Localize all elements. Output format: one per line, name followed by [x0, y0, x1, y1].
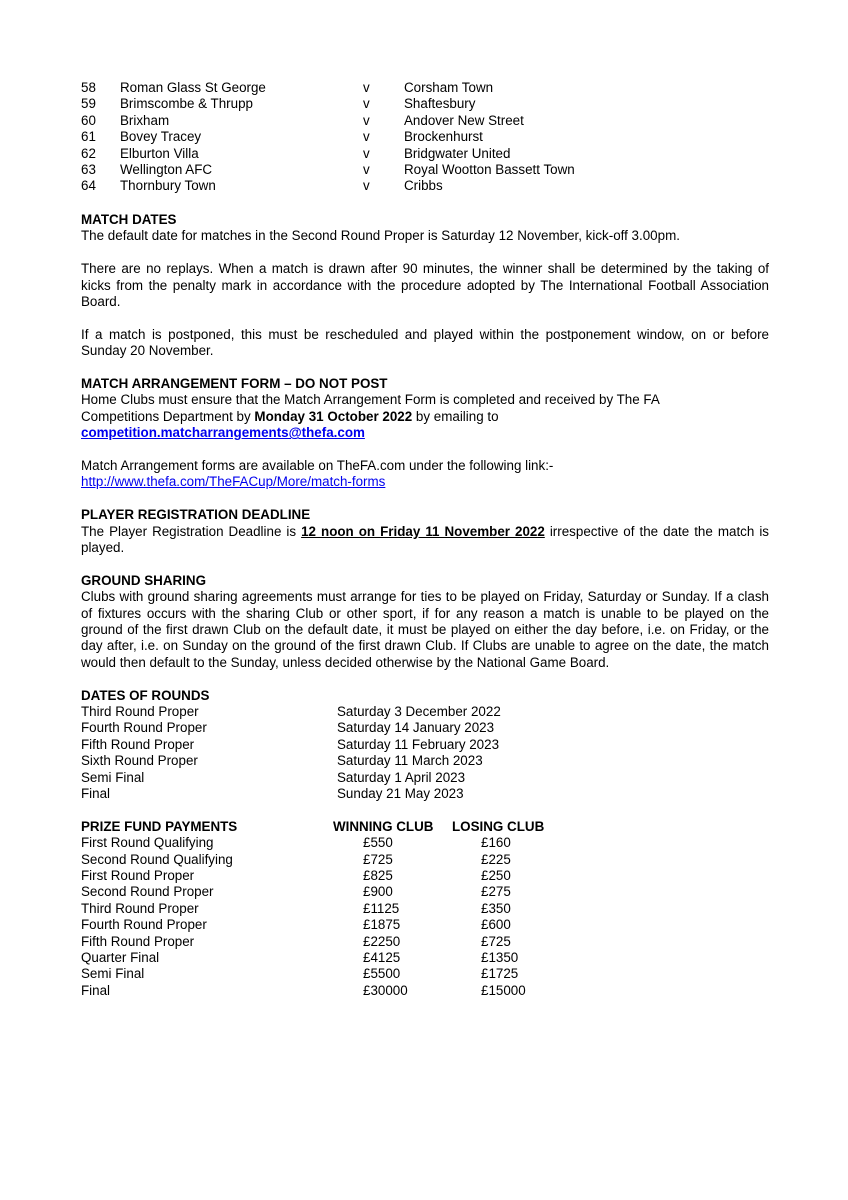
prize-winning-amount: £30000 [363, 982, 408, 998]
prize-row [81, 983, 769, 999]
prize-winning-amount: £825 [363, 867, 393, 883]
player-registration-pre: The Player Registration Deadline is [81, 523, 302, 539]
fixture-versus: v [363, 96, 370, 112]
fixture-away-team: Shaftesbury [404, 96, 476, 112]
player-registration-heading: PLAYER REGISTRATION DEADLINE [81, 507, 311, 523]
player-registration-post: irrespective of the date the match is played. [81, 523, 769, 556]
match-arrangement-line1: Home Clubs must ensure that the Match Arrangement Form is completed and received by The FA [81, 392, 660, 408]
round-name: Fourth Round Proper [81, 720, 207, 736]
ground-sharing-heading: GROUND SHARING [81, 572, 206, 588]
match-arrangement-heading: MATCH ARRANGEMENT FORM – DO NOT POST [81, 376, 388, 392]
match-arrangement-line2-suffix: by emailing to [412, 408, 499, 424]
fixture-home-team: Bovey Tracey [120, 129, 202, 145]
fixture-versus: v [363, 80, 370, 95]
round-date-row [81, 737, 769, 753]
round-date: Saturday 11 March 2023 [337, 753, 483, 769]
prize-losing-amount: £250 [481, 867, 511, 883]
prize-row [81, 901, 769, 917]
prize-losing-amount: £225 [481, 851, 511, 867]
prize-losing-amount: £15000 [481, 982, 526, 998]
prize-winning-amount: £550 [363, 835, 393, 851]
prize-losing-amount: £600 [481, 917, 511, 933]
prize-round: Semi Final [81, 966, 145, 982]
fixture-versus: v [363, 161, 370, 177]
fixture-row [81, 113, 769, 129]
fixtures-list [81, 80, 769, 195]
prize-losing-amount: £725 [481, 933, 511, 949]
prize-row [81, 966, 769, 982]
match-forms-link[interactable]: http://www.thefa.com/TheFACup/More/match-forms [81, 474, 386, 490]
prize-fund-heading: PRIZE FUND PAYMENTS [81, 818, 238, 834]
player-registration-deadline: 12 noon on Friday 11 November 2022 [301, 523, 545, 539]
prize-winning-amount: £1125 [363, 900, 400, 916]
fixture-away-team: Corsham Town [404, 80, 494, 95]
prize-fund-header-row [81, 819, 769, 835]
match-dates-replays-text: There are no replays. When a match is drawn after 90 minutes, the winner shall be determined by the taking of kicks from the penalty mark in accordance with the procedure adopted by The International Football Association Board. [81, 261, 769, 310]
match-dates-postponed-text: If a match is postponed, this must be rescheduled and played within the postponement window, on or before Sunday 20 November. [81, 326, 769, 359]
fixture-away-team: Bridgwater United [404, 145, 511, 161]
round-date: Saturday 14 January 2023 [337, 720, 495, 736]
winning-club-header: WINNING CLUB [333, 818, 434, 834]
fixture-row [81, 178, 769, 194]
losing-club-header: LOSING CLUB [452, 818, 545, 834]
fixture-row [81, 80, 769, 96]
prize-round: Third Round Proper [81, 900, 199, 916]
round-name: Third Round Proper [81, 704, 199, 720]
prize-fund-table [81, 819, 769, 999]
prize-row [81, 868, 769, 884]
prize-winning-amount: £900 [363, 884, 393, 900]
fixture-number: 64 [81, 178, 96, 194]
round-date-row [81, 786, 769, 802]
prize-losing-amount: £350 [481, 900, 511, 916]
match-dates-default-text: The default date for matches in the Second Round Proper is Saturday 12 November, kick-off 3.00pm. [81, 228, 680, 244]
fixture-home-team: Thornbury Town [120, 178, 216, 194]
prize-winning-amount: £725 [363, 851, 393, 867]
fixture-versus: v [363, 145, 370, 161]
fixture-away-team: Andover New Street [404, 112, 524, 128]
prize-losing-amount: £160 [481, 835, 511, 851]
prize-row [81, 934, 769, 950]
prize-row [81, 917, 769, 933]
fixture-home-team: Roman Glass St George [120, 80, 266, 95]
player-registration-text [81, 524, 769, 557]
fixture-away-team: Cribbs [404, 178, 443, 194]
prize-row [81, 950, 769, 966]
match-forms-text: Match Arrangement forms are available on TheFA.com under the following link:- [81, 458, 554, 474]
round-date-row [81, 720, 769, 736]
fixture-away-team: Brockenhurst [404, 129, 483, 145]
fixture-home-team: Brixham [120, 112, 170, 128]
prize-round: Second Round Proper [81, 884, 214, 900]
prize-round: First Round Proper [81, 867, 195, 883]
prize-winning-amount: £1875 [363, 917, 401, 933]
match-arrangement-email-line [81, 425, 769, 441]
prize-row [81, 884, 769, 900]
fixture-home-team: Wellington AFC [120, 161, 213, 177]
fixture-row [81, 146, 769, 162]
dates-of-rounds-table [81, 704, 769, 802]
fixture-row [81, 162, 769, 178]
dates-of-rounds-heading: DATES OF ROUNDS [81, 687, 210, 703]
match-forms-link-line [81, 474, 769, 490]
round-date: Sunday 21 May 2023 [337, 786, 464, 802]
fixture-away-team: Royal Wootton Bassett Town [404, 161, 575, 177]
round-date: Saturday 3 December 2022 [337, 704, 501, 720]
round-date: Saturday 1 April 2023 [337, 769, 466, 785]
fixture-versus: v [363, 178, 370, 194]
round-name: Final [81, 786, 111, 802]
prize-round: Second Round Qualifying [81, 851, 233, 867]
prize-round: Final [81, 982, 111, 998]
fixture-row [81, 96, 769, 112]
prize-row [81, 852, 769, 868]
match-arrangement-deadline: Monday 31 October 2022 [254, 408, 413, 424]
fixture-number: 58 [81, 80, 96, 95]
round-name: Semi Final [81, 769, 145, 785]
fixture-home-team: Elburton Villa [120, 145, 199, 161]
match-arrangement-line2-text: Competitions Department by [81, 408, 255, 424]
prize-round: First Round Qualifying [81, 835, 214, 851]
round-name: Fifth Round Proper [81, 736, 195, 752]
fixture-versus: v [363, 129, 370, 145]
prize-losing-amount: £275 [481, 884, 511, 900]
round-date-row [81, 704, 769, 720]
fixture-number: 63 [81, 161, 96, 177]
match-arrangement-line2 [81, 409, 769, 425]
prize-winning-amount: £5500 [363, 966, 401, 982]
prize-winning-amount: £2250 [363, 933, 401, 949]
round-date-row [81, 753, 769, 769]
fixture-home-team: Brimscombe & Thrupp [120, 96, 253, 112]
match-arrangement-email-link[interactable]: competition.matcharrangements@thefa.com [81, 425, 365, 441]
round-name: Sixth Round Proper [81, 753, 198, 769]
prize-losing-amount: £1350 [481, 949, 519, 965]
match-dates-heading: MATCH DATES [81, 212, 177, 227]
prize-round: Quarter Final [81, 949, 160, 965]
prize-round: Fourth Round Proper [81, 917, 207, 933]
fixture-number: 60 [81, 112, 96, 128]
prize-row [81, 835, 769, 851]
round-date: Saturday 11 February 2023 [337, 736, 500, 752]
fixture-number: 59 [81, 96, 96, 112]
fixture-number: 62 [81, 145, 96, 161]
prize-losing-amount: £1725 [481, 966, 519, 982]
fixture-row [81, 129, 769, 145]
fixture-number: 61 [81, 129, 96, 145]
prize-round: Fifth Round Proper [81, 933, 195, 949]
ground-sharing-text: Clubs with ground sharing agreements must arrange for ties to be played on Friday, Saturday or Sunday. If a clash of fixtures occurs with the sharing Club or other sport, if for any reason a match is unable to be played on the ground of the first drawn Club on the default date, it must be played on either the day before, i.e. on Friday, or the day after, i.e. on Sunday on the ground of the first drawn Club. If Clubs are unable to agree on the date, the match would then default to the Sunday, unless decided otherwise by the National Game Board. [81, 589, 769, 670]
prize-winning-amount: £4125 [363, 949, 401, 965]
round-date-row [81, 770, 769, 786]
fixture-versus: v [363, 112, 370, 128]
document-body [81, 212, 769, 999]
